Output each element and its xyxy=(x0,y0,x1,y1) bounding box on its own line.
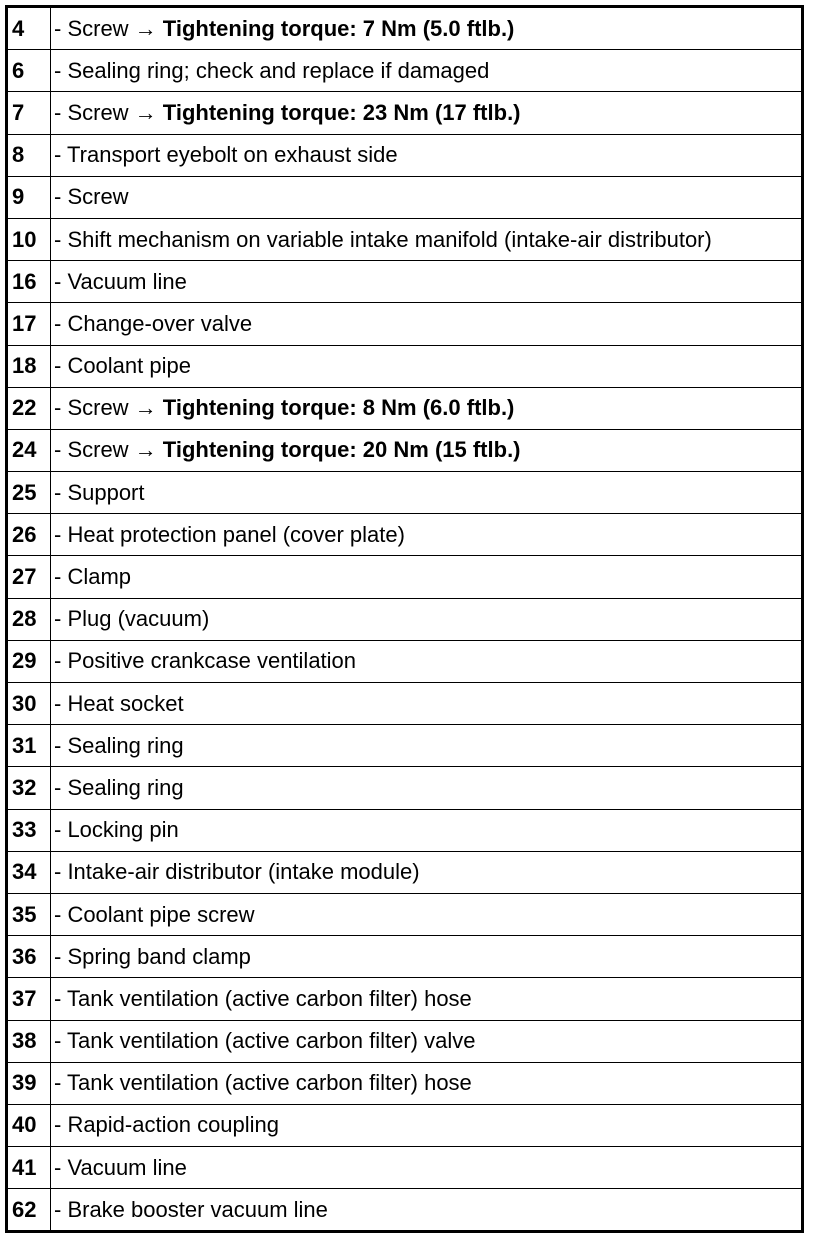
description-text: - Plug (vacuum) xyxy=(54,606,210,632)
item-number: 24 xyxy=(7,429,51,471)
item-description xyxy=(51,218,803,260)
description-text: - Vacuum line xyxy=(54,268,187,294)
item-number: 39 xyxy=(7,1062,51,1104)
item-description xyxy=(51,345,803,387)
item-number: 16 xyxy=(7,261,51,303)
description-text: - Screw → xyxy=(54,395,163,421)
description-text: - Screw → xyxy=(54,15,163,41)
table-row xyxy=(7,50,803,92)
table-row xyxy=(7,936,803,978)
item-number: 9 xyxy=(7,176,51,218)
item-number: 34 xyxy=(7,851,51,893)
item-description xyxy=(51,50,803,92)
item-description xyxy=(51,429,803,471)
description-text: - Spring band clamp xyxy=(54,943,251,969)
description-text: - Transport eyebolt on exhaust side xyxy=(54,142,398,168)
description-text: - Heat socket xyxy=(54,690,184,716)
table-row xyxy=(7,1020,803,1062)
item-number: 28 xyxy=(7,598,51,640)
item-description xyxy=(51,936,803,978)
table-row xyxy=(7,134,803,176)
item-description xyxy=(51,7,803,50)
table-row xyxy=(7,809,803,851)
item-description xyxy=(51,176,803,218)
item-description xyxy=(51,556,803,598)
item-number: 37 xyxy=(7,978,51,1020)
description-text: - Locking pin xyxy=(54,817,179,843)
table-row xyxy=(7,640,803,682)
description-text: - Screw → xyxy=(54,99,163,125)
table-row xyxy=(7,767,803,809)
parts-list-table xyxy=(5,5,804,1233)
table-row xyxy=(7,1062,803,1104)
description-text: - Screw xyxy=(54,184,129,210)
table-row xyxy=(7,978,803,1020)
item-number: 41 xyxy=(7,1147,51,1189)
table-row xyxy=(7,303,803,345)
item-number: 30 xyxy=(7,683,51,725)
table-row xyxy=(7,345,803,387)
item-number: 25 xyxy=(7,472,51,514)
item-description xyxy=(51,1104,803,1146)
item-description xyxy=(51,1062,803,1104)
item-number: 26 xyxy=(7,514,51,556)
table-row xyxy=(7,7,803,50)
item-description xyxy=(51,303,803,345)
item-number: 22 xyxy=(7,387,51,429)
item-number: 10 xyxy=(7,218,51,260)
description-text: - Sealing ring xyxy=(54,774,184,800)
table-row xyxy=(7,683,803,725)
description-text: - Coolant pipe screw xyxy=(54,901,255,927)
table-row xyxy=(7,851,803,893)
item-description xyxy=(51,1020,803,1062)
item-description xyxy=(51,134,803,176)
table-row xyxy=(7,893,803,935)
item-description xyxy=(51,1147,803,1189)
item-description xyxy=(51,851,803,893)
item-description xyxy=(51,725,803,767)
table-row xyxy=(7,514,803,556)
description-text: - Rapid-action coupling xyxy=(54,1112,280,1138)
description-text: - Tank ventilation (active carbon filter) hose xyxy=(54,985,472,1011)
description-text: - Intake-air distributor (intake module) xyxy=(54,859,420,885)
description-text: - Brake booster vacuum line xyxy=(54,1196,328,1222)
item-number: 38 xyxy=(7,1020,51,1062)
item-description xyxy=(51,809,803,851)
item-description xyxy=(51,978,803,1020)
description-text: - Sealing ring; check and replace if damaged xyxy=(54,57,490,83)
description-text: - Heat protection panel (cover plate) xyxy=(54,521,405,547)
item-description xyxy=(51,767,803,809)
table-row xyxy=(7,429,803,471)
table-row xyxy=(7,176,803,218)
torque-spec: Tightening torque: 23 Nm (17 ftlb.) xyxy=(162,99,521,125)
description-text: - Tank ventilation (active carbon filter) hose xyxy=(54,1070,472,1096)
item-number: 8 xyxy=(7,134,51,176)
torque-spec: Tightening torque: 8 Nm (6.0 ftlb.) xyxy=(162,395,515,421)
item-number: 36 xyxy=(7,936,51,978)
description-text: - Support xyxy=(54,479,145,505)
item-number: 32 xyxy=(7,767,51,809)
table-row xyxy=(7,261,803,303)
item-description xyxy=(51,92,803,134)
description-text: - Coolant pipe xyxy=(54,353,191,379)
torque-spec: Tightening torque: 7 Nm (5.0 ftlb.) xyxy=(162,15,515,41)
item-number: 33 xyxy=(7,809,51,851)
item-number: 18 xyxy=(7,345,51,387)
item-description xyxy=(51,514,803,556)
table-row xyxy=(7,472,803,514)
item-number: 31 xyxy=(7,725,51,767)
item-description xyxy=(51,387,803,429)
description-text: - Tank ventilation (active carbon filter) valve xyxy=(54,1028,476,1054)
item-description xyxy=(51,640,803,682)
torque-spec: Tightening torque: 20 Nm (15 ftlb.) xyxy=(162,437,521,463)
item-number: 35 xyxy=(7,893,51,935)
table-row xyxy=(7,1147,803,1189)
table-row xyxy=(7,1189,803,1232)
table-row xyxy=(7,387,803,429)
item-description xyxy=(51,893,803,935)
description-text: - Vacuum line xyxy=(54,1154,187,1180)
description-text: - Clamp xyxy=(54,564,132,590)
item-description xyxy=(51,683,803,725)
item-number: 27 xyxy=(7,556,51,598)
table-row xyxy=(7,218,803,260)
description-text: - Positive crankcase ventilation xyxy=(54,648,357,674)
description-text: - Change-over valve xyxy=(54,310,253,336)
item-description xyxy=(51,261,803,303)
table-row xyxy=(7,556,803,598)
description-text: - Screw → xyxy=(54,437,163,463)
table-row xyxy=(7,92,803,134)
table-row xyxy=(7,1104,803,1146)
item-description xyxy=(51,1189,803,1232)
item-number: 29 xyxy=(7,640,51,682)
item-description xyxy=(51,598,803,640)
item-number: 4 xyxy=(7,7,51,50)
table-row xyxy=(7,598,803,640)
description-text: - Shift mechanism on variable intake manifold (intake-air distributor) xyxy=(54,226,712,252)
item-description xyxy=(51,472,803,514)
table-row xyxy=(7,725,803,767)
item-number: 62 xyxy=(7,1189,51,1232)
item-number: 6 xyxy=(7,50,51,92)
item-number: 7 xyxy=(7,92,51,134)
item-number: 17 xyxy=(7,303,51,345)
parts-list-body xyxy=(7,7,803,1232)
description-text: - Sealing ring xyxy=(54,732,184,758)
item-number: 40 xyxy=(7,1104,51,1146)
